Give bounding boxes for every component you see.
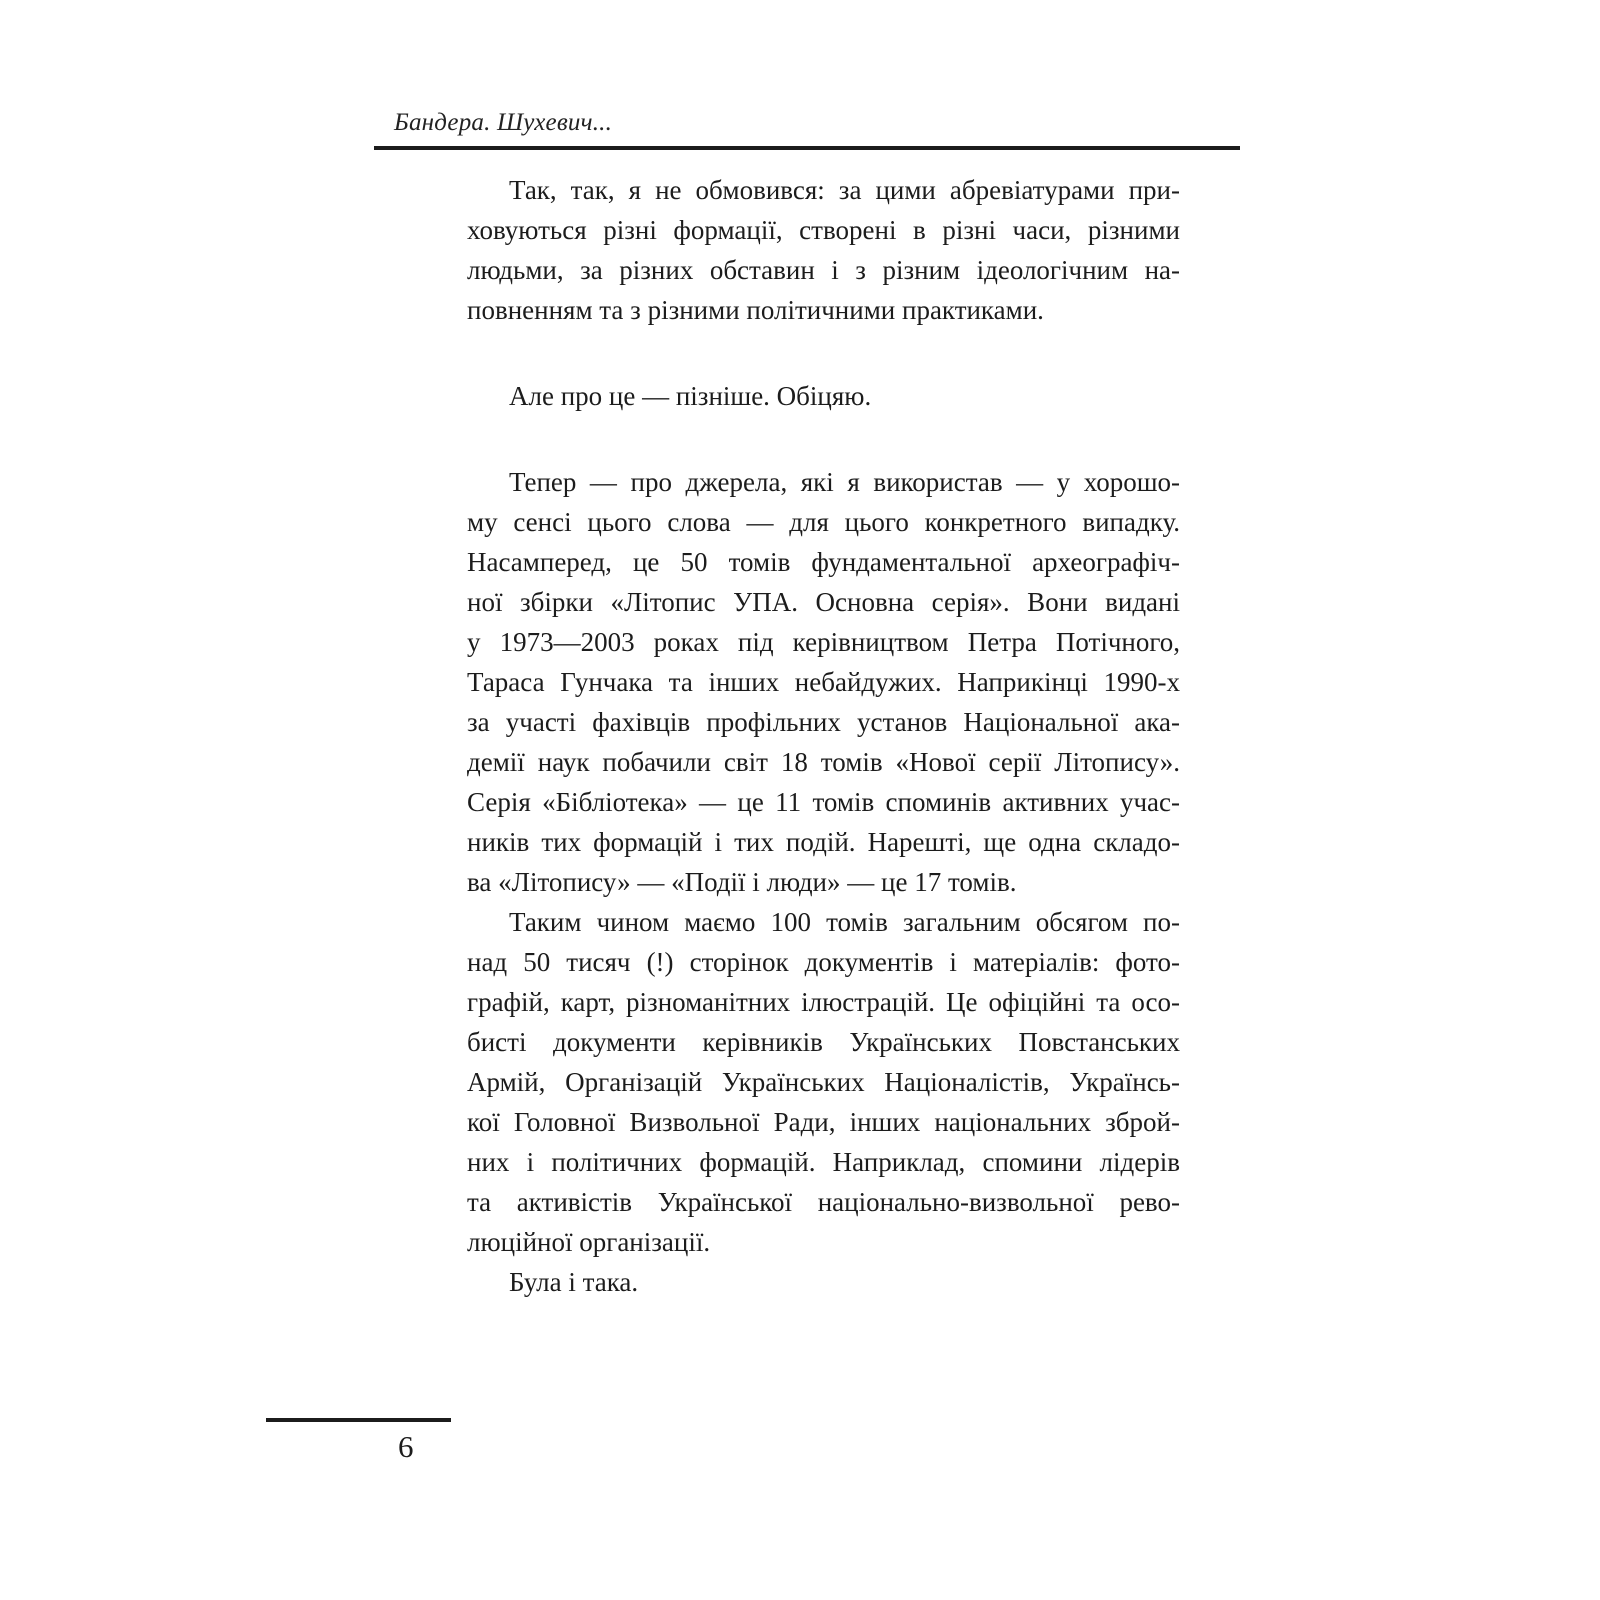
text-line: ників тих формацій і тих подій. Нарешті, ще одна складо- [467, 827, 1180, 857]
text-line: Серія «Бібліотека» — це 11 томів споминів активних учас- [467, 787, 1180, 817]
text-line: людьми, за різних обставин і з різним ідеологічним на- [467, 255, 1180, 285]
paragraph [467, 902, 1180, 1262]
text-line: Так, так, я не обмовився: за цими абревіатурами при- [509, 175, 1180, 205]
page-number: 6 [398, 1429, 414, 1464]
text-line: кої Головної Визвольної Ради, інших національних зброй- [467, 1107, 1180, 1137]
text-line: у 1973—2003 роках під керівництвом Петра Потічного, [467, 627, 1180, 657]
text-line: над 50 тисяч (!) сторінок документів і матеріалів: фото- [467, 947, 1180, 977]
text-line: повненням та з різними політичними практиками. [467, 295, 1044, 325]
text-line: за участі фахівців профільних установ Національної ака- [467, 707, 1180, 737]
text-line: му сенсі цього слова — для цього конкретного випадку. [467, 507, 1180, 537]
text-line: демії наук побачили світ 18 томів «Нової серії Літопису». [467, 747, 1180, 777]
text-line: Таким чином маємо 100 томів загальним обсягом по- [509, 907, 1180, 937]
text-column [467, 170, 1180, 1302]
text-line: Але про це — пізніше. Обіцяю. [509, 381, 872, 411]
text-line: Тепер — про джерела, які я використав — у хорошо- [509, 467, 1180, 497]
text-line: Була і така. [509, 1267, 639, 1297]
text-line: графій, карт, різноманітних ілюстрацій. Це офіційні та осо- [467, 987, 1180, 1017]
text-line: ва «Літопису» — «Події і люди» — це 17 томів. [467, 867, 1017, 897]
text-line: них і політичних формацій. Наприклад, спомини лідерів [467, 1147, 1180, 1177]
text-line: Тараса Гунчака та інших небайдужих. Наприкінці 1990-х [467, 667, 1180, 697]
text-line: та активістів Української національно-визвольної рево- [467, 1187, 1180, 1217]
text-line: Армій, Організацій Українських Націоналістів, Українсь- [467, 1067, 1180, 1097]
paragraph [467, 462, 1180, 902]
text-line: бисті документи керівників Українських Повстанських [467, 1027, 1180, 1057]
paragraph [467, 1262, 1180, 1302]
text-line: ної збірки «Літопис УПА. Основна серія». Вони видані [467, 587, 1180, 617]
paragraph [467, 376, 1180, 416]
footer-rule [266, 1418, 451, 1422]
text-line: Насамперед, це 50 томів фундаментальної археографіч- [467, 547, 1180, 577]
running-header-title: Бандера. Шухевич... [394, 109, 613, 136]
text-line: люційної організації. [467, 1227, 711, 1257]
header-rule [374, 146, 1240, 150]
paragraph [467, 170, 1180, 330]
text-line: ховуються різні формації, створені в різні часи, різними [467, 215, 1180, 245]
